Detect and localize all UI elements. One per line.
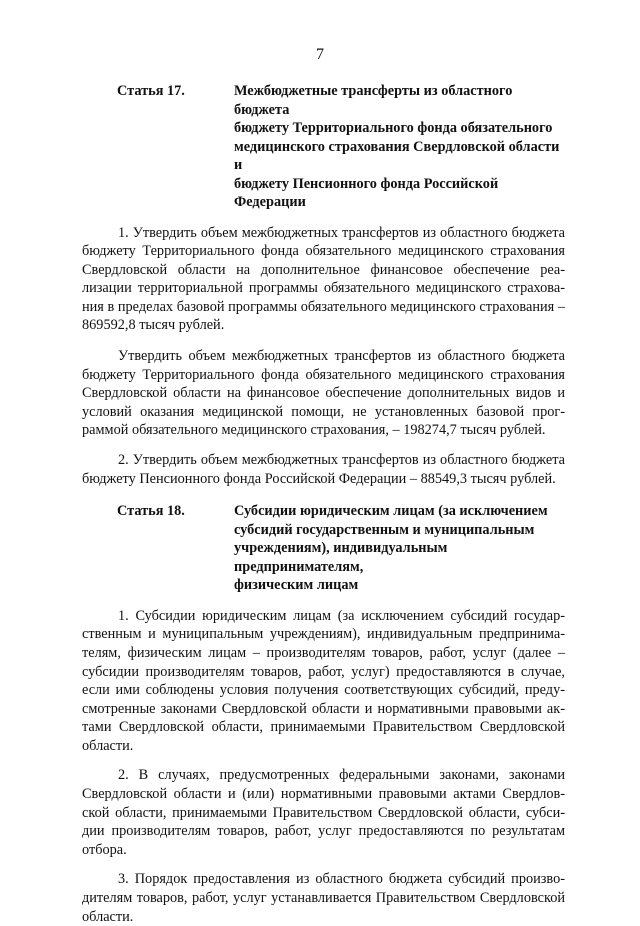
article-18-title [234,502,565,595]
article-18-title-line: субсидий государственным и муниципальным [234,521,535,538]
article-18-label: Статья 18. [117,503,185,520]
article-18-title-line: физическим лицам [234,577,359,594]
article-18-paragraph-2: 2. В случаях, предусмотренных федеральными законами, законами Свердловской области и (или) нормативными правовыми актами Свердловской области, принимаемыми Правительством Свердловской области, субсидии производителям товаров, работ, услуг предоставляются по результатам отбора. [82,767,565,858]
article-17-paragraph-3: 2. Утвердить объем межбюджетных трансфертов из областного бюджета бюджету Пенсионного фонда Российской Федерации – 88549,3 тысяч рублей. [82,452,565,487]
article-17-label: Статья 17. [117,83,185,99]
document-body [82,82,565,926]
article-17-title-line: медицинского страхования Свердловской области и [234,138,560,173]
article-17-title [234,82,565,212]
article-17-heading [82,82,565,212]
article-17-paragraph-1: 1. Утвердить объем межбюджетных трансфертов из областного бюджета бюджету Территориального фонда обязательного медицинского страхования Свердловской области на дополнительное финансовое обеспечение реализации территориальной программы обязательного медицинского страхования в пределах базовой программы обязательного медицинского страхования – 869592,8 тысяч рублей. [82,224,565,334]
article-18-title-line: Субсидии юридическим лицам (за исключением [234,503,548,520]
article-18-title-line: учреждениям), индивидуальным предпринимателям, [234,540,448,575]
article-17-paragraph-2: Утвердить объем межбюджетных трансфертов из областного бюджета бюджету Территориального фонда обязательного медицинского страхования Свердловской области на финансовое обеспечение дополнительных видов и условий оказания медицинской помощи, не установленных базовой программой обязательного медицинского страхования, – 198274,7 тысяч рублей. [82,348,565,439]
article-18-heading [82,502,565,595]
article-17-title-line: бюджету Пенсионного фонда Российской Федерации [234,175,499,210]
article-18-paragraph-1: 1. Субсидии юридическим лицам (за исключением субсидий государственным и муниципальным учреждениям), индивидуальным предпринимателям, физическим лицам – производителям товаров, работ, услуг (далее – субсидии производителям товаров, работ, услуг) предоставляются в случае, если ими соблюдены условия получения соответствующих субсидий, предусмотренные законами Свердловской области и нормативными правовыми актами Свердловской области, принимаемыми Правительством Свердловской области. [82,607,565,754]
article-17-title-line: бюджету Территориального фонда обязательного [234,120,553,136]
page-number: 7 [316,46,324,63]
article-17-title-line: Межбюджетные трансферты из областного бюджета [234,83,513,118]
article-18-paragraph-3: 3. Порядок предоставления из областного бюджета субсидий производителям товаров, работ, услуг устанавливается Правительством Свердловской области. [82,871,565,925]
